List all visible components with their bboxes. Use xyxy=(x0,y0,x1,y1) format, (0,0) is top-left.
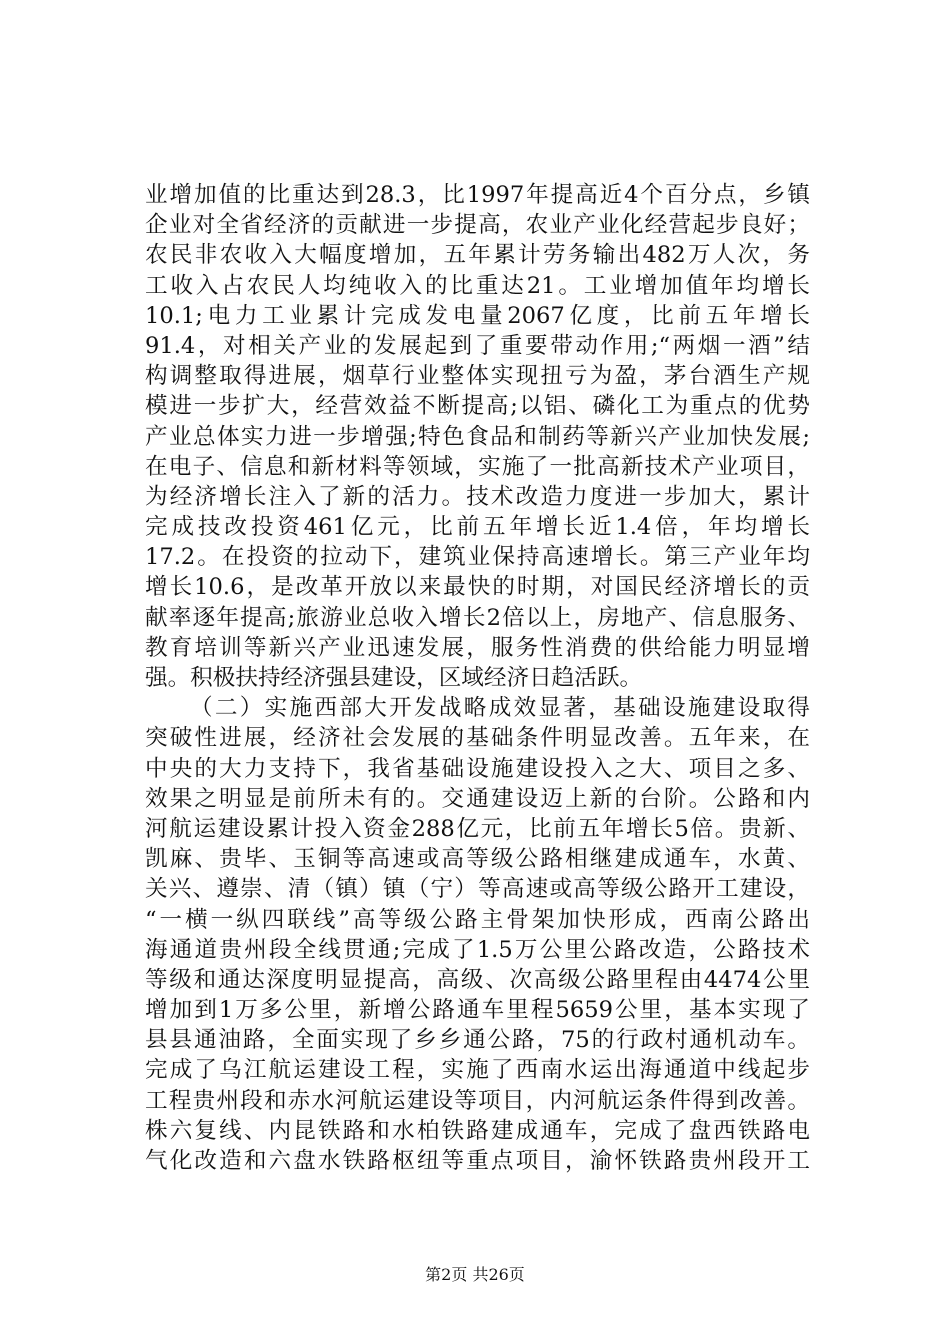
text-line: 强。积极扶持经济强县建设，区域经济日趋活跃。 xyxy=(145,665,643,691)
text-line: 在电子、信息和新材料等领域，实施了一批高新技术产业项目， xyxy=(145,453,810,480)
text-line: 等级和通达深度明显提高，高级、次高级公路里程由4474公里 xyxy=(145,966,810,993)
text-line: 增长10.6，是改革开放以来最快的时期，对国民经济增长的贡 xyxy=(145,574,810,601)
text-line: 河航运建设累计投入资金288亿元，比前五年增长5倍。贵新、 xyxy=(145,815,810,842)
page-footer: 第2页 共26页 xyxy=(425,1265,525,1284)
text-line: 中央的大力支持下，我省基础设施建设投入之大、项目之多、 xyxy=(145,755,810,782)
text-line: 县县通油路，全面实现了乡乡通公路，75的行政村通机动车。 xyxy=(145,1027,810,1054)
text-line: 模进一步扩大，经营效益不断提高;以铝、磷化工为重点的优势 xyxy=(145,393,810,420)
text-line: 为经济增长注入了新的活力。技术改造力度进一步加大，累计 xyxy=(145,483,810,510)
text-line: 17.2。在投资的拉动下，建筑业保持高速增长。第三产业年均 xyxy=(145,544,810,571)
text-line: 构调整取得进展，烟草行业整体实现扭亏为盈，茅台酒生产规 xyxy=(145,363,810,390)
text-line: 10.1;电力工业累计完成发电量2067亿度，比前五年增长 xyxy=(145,302,810,329)
text-line: “一横一纵四联线”高等级公路主骨架加快形成，西南公路出 xyxy=(145,906,810,933)
text-line: 企业对全省经济的贡献进一步提高，农业产业化经营起步良好； xyxy=(145,212,810,239)
text-line: 农民非农收入大幅度增加，五年累计劳务输出482万人次，务 xyxy=(145,242,810,269)
text-line: 91.4，对相关产业的发展起到了重要带动作用;“两烟一酒”结 xyxy=(145,332,810,359)
text-line: 献率逐年提高;旅游业总收入增长2倍以上，房地产、信息服务、 xyxy=(145,604,810,631)
text-line: 突破性进展，经济社会发展的基础条件明显改善。五年来，在 xyxy=(145,725,810,752)
text-line: 工程贵州段和赤水河航运建设等项目，内河航运条件得到改善。 xyxy=(145,1087,810,1114)
text-line: 工收入占农民人均纯收入的比重达21。工业增加值年均增长 xyxy=(145,272,810,299)
text-line: 增加到1万多公里，新增公路通车里程5659公里，基本实现了 xyxy=(145,997,810,1024)
body-text xyxy=(145,180,810,1176)
text-line: 效果之明显是前所未有的。交通建设迈上新的台阶。公路和内 xyxy=(145,785,810,812)
text-line: 完成了乌江航运建设工程，实施了西南水运出海通道中线起步 xyxy=(145,1057,810,1084)
text-line: 株六复线、内昆铁路和水柏铁路建成通车，完成了盘西铁路电 xyxy=(145,1117,810,1144)
text-line: 凯麻、贵毕、玉铜等高速或高等级公路相继建成通车，水黄、 xyxy=(145,846,810,873)
text-line: 关兴、遵崇、清（镇）镇（宁）等高速或高等级公路开工建设， xyxy=(145,876,810,903)
text-line: 气化改造和六盘水铁路枢纽等重点项目，渝怀铁路贵州段开工 xyxy=(145,1148,810,1174)
text-line: 完成技改投资461亿元，比前五年增长近1.4倍，年均增长 xyxy=(145,514,810,541)
text-line: 教育培训等新兴产业迅速发展，服务性消费的供给能力明显增 xyxy=(145,634,810,661)
text-line: 业增加值的比重达到28.3，比1997年提高近4个百分点，乡镇 xyxy=(145,182,810,208)
text-line: 海通道贵州段全线贯通;完成了1.5万公里公路改造，公路技术 xyxy=(145,936,810,963)
text-line: 产业总体实力进一步增强;特色食品和制药等新兴产业加快发展; xyxy=(145,423,810,450)
text-line: （二）实施西部大开发战略成效显著，基础设施建设取得 xyxy=(190,695,810,722)
